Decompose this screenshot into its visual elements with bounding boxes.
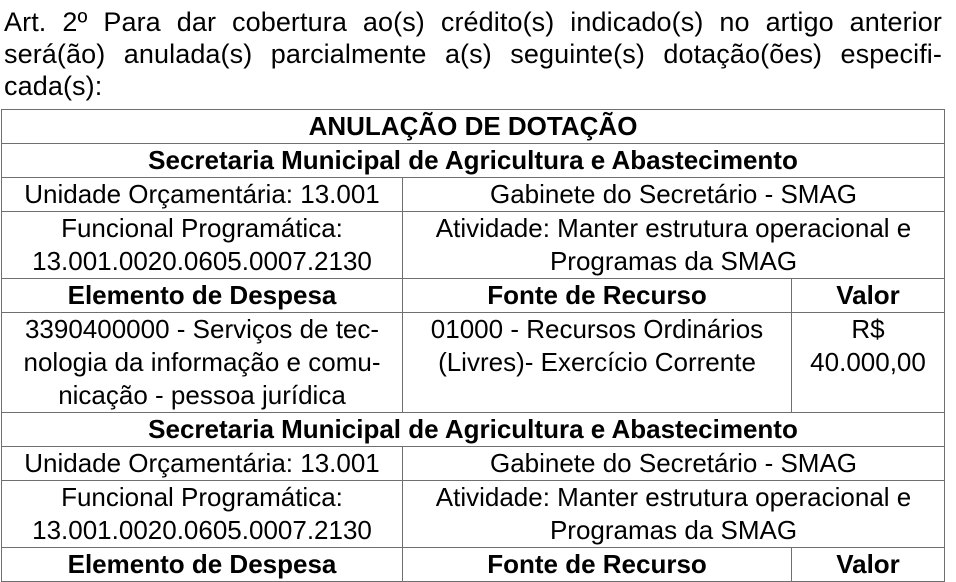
secretaria-heading: Secretaria Municipal de Agricultura e Abastecimento bbox=[2, 144, 945, 178]
elemento-despesa bbox=[2, 313, 403, 413]
valor-currency: R$ bbox=[851, 314, 885, 344]
unidade-nome: Gabinete do Secretário - SMAG bbox=[403, 178, 945, 212]
secretaria-heading: Secretaria Municipal de Agricultura e Abastecimento bbox=[2, 413, 945, 447]
fonte-line: (Livres)- Exercício Corrente bbox=[438, 347, 756, 377]
column-header-fonte: Fonte de Recurso bbox=[403, 548, 792, 582]
column-header-elemento: Elemento de Despesa bbox=[2, 279, 403, 313]
article-text bbox=[4, 6, 942, 102]
dotation-table bbox=[1, 109, 945, 582]
fonte-line: 01000 - Recursos Ordinários bbox=[430, 314, 764, 344]
column-header-fonte: Fonte de Recurso bbox=[403, 279, 792, 313]
article-line: Art. 2º Para dar cobertura ao(s) crédito(s) indicado(s) no artigo anterior bbox=[4, 7, 942, 37]
column-header-elemento: Elemento de Despesa bbox=[2, 548, 403, 582]
elemento-line: nicação - pessoa jurídica bbox=[58, 380, 346, 410]
fonte-recurso bbox=[403, 313, 792, 413]
table-title: ANULAÇÃO DE DOTAÇÃO bbox=[2, 110, 945, 144]
funcional-label: Funcional Programática: bbox=[61, 213, 343, 243]
unidade-orcamentaria: Unidade Orçamentária: 13.001 bbox=[2, 447, 403, 481]
elemento-line: 3390400000 - Serviços de tec- bbox=[24, 314, 380, 344]
atividade-line: Programas da SMAG bbox=[549, 246, 798, 276]
funcional-programatica bbox=[2, 212, 403, 279]
unidade-orcamentaria: Unidade Orçamentária: 13.001 bbox=[2, 178, 403, 212]
elemento-line: nologia da informação e comu- bbox=[23, 347, 381, 377]
column-header-valor: Valor bbox=[792, 548, 945, 582]
article-line: será(ão) anulada(s) parcialmente a(s) seguinte(s) dotação(ões) especifi- bbox=[4, 39, 942, 69]
funcional-code: 13.001.0020.0605.0007.2130 bbox=[32, 515, 372, 545]
unidade-nome: Gabinete do Secretário - SMAG bbox=[403, 447, 945, 481]
funcional-programatica bbox=[2, 481, 403, 548]
atividade bbox=[403, 481, 945, 548]
atividade-line: Programas da SMAG bbox=[549, 515, 798, 545]
column-header-valor: Valor bbox=[792, 279, 945, 313]
funcional-label: Funcional Programática: bbox=[61, 482, 343, 512]
valor-amount: 40.000,00 bbox=[810, 347, 926, 377]
atividade bbox=[403, 212, 945, 279]
atividade-line: Atividade: Manter estrutura operacional e bbox=[435, 482, 912, 512]
article-line: cada(s): bbox=[4, 71, 103, 101]
funcional-code: 13.001.0020.0605.0007.2130 bbox=[32, 246, 372, 276]
valor bbox=[792, 313, 945, 413]
atividade-line: Atividade: Manter estrutura operacional e bbox=[435, 213, 912, 243]
